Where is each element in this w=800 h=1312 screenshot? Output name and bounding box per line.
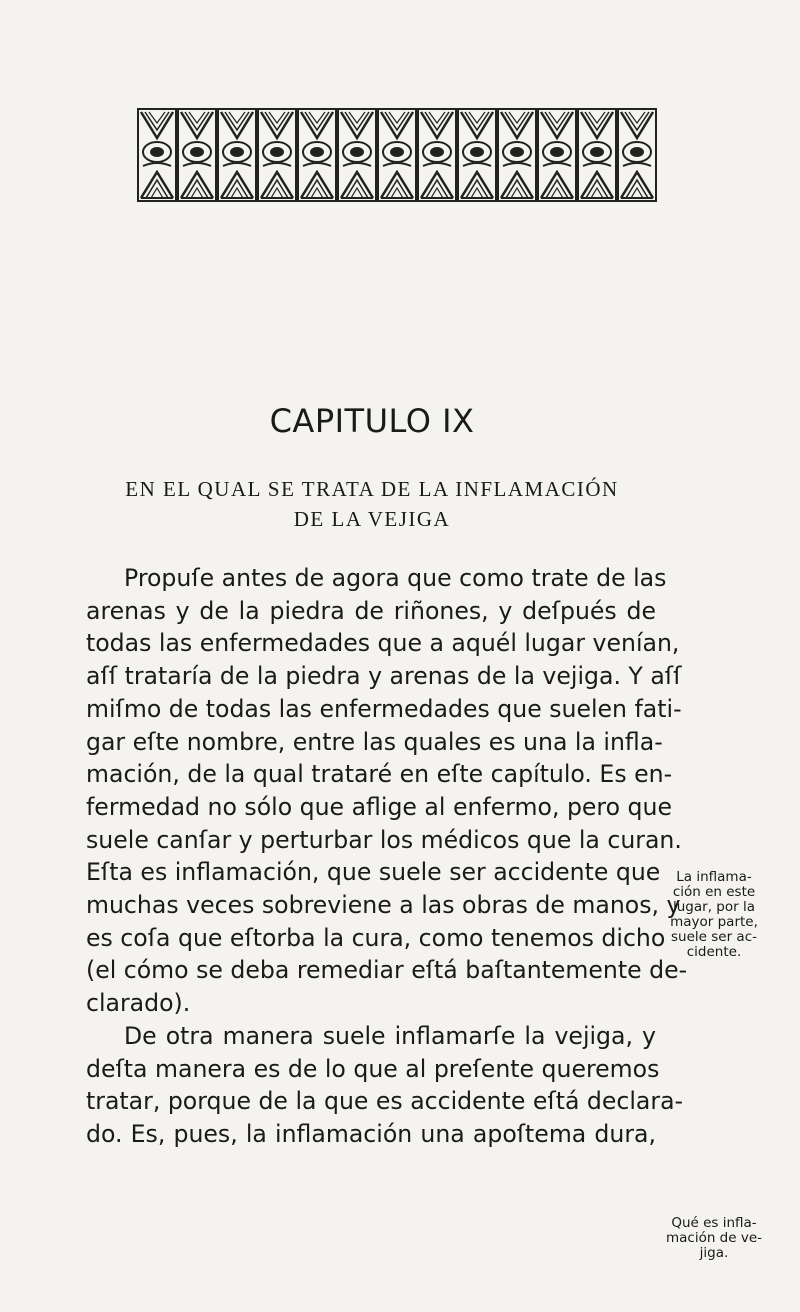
margin-note-line: jiga. bbox=[699, 1245, 729, 1261]
margin-note-line: mación de ve- bbox=[665, 1230, 763, 1246]
body-line: todas las enfermedades que a aquél lugar venían, bbox=[86, 629, 680, 658]
body-line: (el cómo se deba remediar eſtá baſtantemente de- bbox=[86, 956, 688, 985]
margin-note-line: lugar, por la bbox=[673, 899, 755, 915]
body-line: clarado). bbox=[86, 989, 191, 1018]
margin-note-definition bbox=[664, 1216, 764, 1261]
chapter-title: CAPITULO IX bbox=[269, 402, 475, 440]
margin-note-line: La inflama- bbox=[676, 869, 752, 885]
body-line: gar eſte nombre, entre las quales es una la infla- bbox=[86, 727, 663, 756]
margin-note-line: ción en este bbox=[672, 884, 756, 900]
body-paragraphs bbox=[86, 562, 688, 1151]
body-line: Propuſe antes de agora que como trate de las bbox=[124, 564, 667, 592]
margin-note-line: suele ser ac- bbox=[671, 929, 757, 945]
body-line: fermedad no sólo que aflige al enfermo, pero que bbox=[86, 792, 672, 821]
body-line: miſmo de todas las enfermedades que suelen fati- bbox=[86, 694, 682, 723]
margin-note-line: mayor parte, bbox=[670, 914, 758, 930]
body-line: tratar, porque de la que es accidente eſtá declara- bbox=[86, 1087, 684, 1116]
body-line: aſſ trataría de la piedra y arenas de la vejiga. Y aſſ bbox=[86, 662, 682, 691]
body-line: es coſa que eſtorba la cura, como tenemos dicho bbox=[86, 923, 666, 952]
margin-note-line: cidente. bbox=[686, 944, 742, 960]
body-line: do. Es, pues, la inflamación una apoſtema dura, bbox=[86, 1119, 656, 1148]
body-line: muchas veces sobreviene a las obras de manos, y bbox=[86, 891, 681, 920]
margin-note-inflammation-accident bbox=[664, 870, 764, 960]
chapter-subtitle-line-1: EN EL QUAL SE TRATA DE LA INFLAMACIÓN bbox=[125, 477, 619, 501]
body-line: De otra manera suele inflamarſe la vejiga, y bbox=[124, 1021, 656, 1050]
decorative-headpiece-ornament bbox=[137, 108, 657, 202]
body-line: Eſta es inflamación, que suele ser accidente que bbox=[86, 858, 661, 887]
body-line: deſta manera es de lo que al preſente queremos bbox=[86, 1054, 660, 1083]
margin-note-line: Qué es infla- bbox=[671, 1215, 757, 1231]
chapter-subtitle-line-2: DE LA VEJIGA bbox=[293, 507, 451, 531]
body-line: suele canſar y perturbar los médicos que la curan. bbox=[86, 825, 682, 854]
body-line: arenas y de la piedra de riñones, y deſpués de bbox=[86, 596, 656, 625]
body-line: mación, de la qual trataré en eſte capítulo. Es en- bbox=[86, 760, 673, 789]
